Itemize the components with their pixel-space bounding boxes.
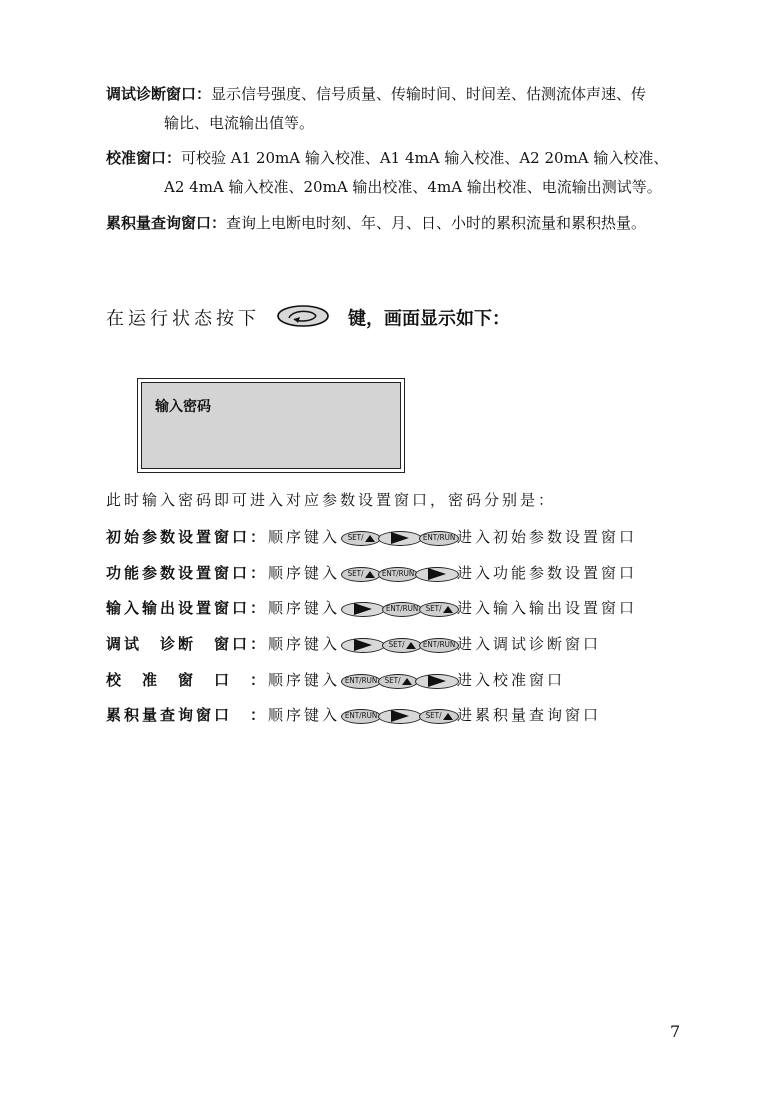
lcd-screen-inner: [141, 382, 401, 469]
set-key-icon: SET/: [378, 674, 418, 689]
row-label: 调试 诊断 窗口：: [106, 635, 269, 653]
password-row-debug: [106, 634, 601, 654]
right-arrow-key-icon: [415, 567, 459, 582]
right-arrow-key-icon: [378, 531, 422, 546]
password-row-initial: [106, 527, 637, 547]
ent-run-key-icon: ENT/RUN: [382, 602, 422, 617]
up-triangle-icon: [365, 571, 375, 578]
instruction-line: [106, 304, 510, 335]
row-suffix: 进入输入输出设置窗口: [457, 599, 638, 617]
intro-text: 此时输入密码即可进入对应参数设置窗口，密码分别是：: [106, 491, 557, 509]
ent-run-key-icon: ENT/RUN: [419, 531, 459, 546]
calib-heading: 校准窗口：: [106, 149, 182, 167]
up-triangle-icon: [365, 535, 375, 542]
set-key-icon: SET/: [419, 709, 459, 724]
key-sequence: [341, 674, 456, 689]
set-key-icon: SET/: [382, 638, 422, 653]
right-arrow-key-icon: [341, 638, 385, 653]
row-suffix: 进入初始参数设置窗口: [457, 528, 638, 546]
row-prefix: 顺序键入: [268, 599, 341, 617]
cumul-paragraph-line1: [106, 213, 646, 233]
lcd-screen: [137, 378, 405, 473]
password-row-function: [106, 563, 637, 583]
row-prefix: 顺序键入: [268, 635, 341, 653]
row-prefix: 顺序键入: [268, 528, 341, 546]
row-suffix: 进累积量查询窗口: [457, 706, 602, 724]
diag-paragraph-line2: 输比、电流输出值等。: [164, 114, 315, 132]
set-key-icon: SET/: [341, 567, 381, 582]
up-triangle-icon: [443, 713, 453, 720]
ent-run-key-icon: ENT/RUN: [419, 638, 459, 653]
ent-run-key-icon: ENT/RUN: [378, 567, 418, 582]
ent-run-key-icon: ENT/RUN: [341, 709, 381, 724]
key-sequence: [341, 567, 456, 582]
row-prefix: 顺序键入: [268, 706, 341, 724]
set-key-icon: SET/: [341, 531, 381, 546]
right-arrow-key-icon: [378, 709, 422, 724]
password-row-io: [106, 598, 637, 618]
calib-paragraph-line2: A2 4mA 输入校准、20mA 输出校准、4mA 输出校准、电流输出测试等。: [164, 178, 662, 196]
row-suffix: 进入调试诊断窗口: [457, 635, 602, 653]
instruction-after: 键，画面显示如下：: [348, 308, 510, 330]
lcd-screen-text: 输入密码: [155, 399, 211, 415]
diag-paragraph-line1: [106, 84, 646, 104]
right-arrow-key-icon: [415, 674, 459, 689]
set-key-icon: SET/: [419, 602, 459, 617]
page-number: 7: [670, 1022, 681, 1041]
row-prefix: 顺序键入: [268, 671, 341, 689]
key-sequence: [341, 602, 456, 617]
password-row-calib: [106, 670, 565, 690]
cumul-heading: 累积量查询窗口：: [106, 214, 227, 232]
row-label: 校 准 窗 口 ：: [106, 671, 269, 689]
row-label: 功能参数设置窗口：: [106, 564, 269, 582]
up-triangle-icon: [402, 678, 412, 685]
calib-text: 可校验 A1 20mA 输入校准、A1 4mA 输入校准、A2 20mA 输入校准、: [181, 149, 669, 167]
rotate-arrow-key-icon: [276, 304, 330, 335]
up-triangle-icon: [443, 606, 453, 613]
key-sequence: [341, 638, 456, 653]
cumul-text: 查询上电断电时刻、年、月、日、小时的累积流量和累积热量。: [226, 214, 647, 232]
row-label: 初始参数设置窗口：: [106, 528, 269, 546]
row-suffix: 进入校准窗口: [457, 671, 566, 689]
ent-run-key-icon: ENT/RUN: [341, 674, 381, 689]
calib-paragraph-line1: [106, 148, 668, 168]
diag-text: 显示信号强度、信号质量、传输时间、时间差、估测流体声速、传: [211, 85, 647, 103]
row-label: 输入输出设置窗口：: [106, 599, 269, 617]
row-prefix: 顺序键入: [268, 564, 341, 582]
instruction-before: 在运行状态按下: [106, 308, 260, 330]
password-row-cumul: [106, 705, 601, 725]
row-suffix: 进入功能参数设置窗口: [457, 564, 638, 582]
key-sequence: [341, 531, 456, 546]
up-triangle-icon: [406, 642, 416, 649]
row-label: 累积量查询窗口 ：: [106, 706, 269, 724]
diag-heading: 调试诊断窗口：: [106, 85, 212, 103]
key-sequence: [341, 709, 456, 724]
right-arrow-key-icon: [341, 602, 385, 617]
